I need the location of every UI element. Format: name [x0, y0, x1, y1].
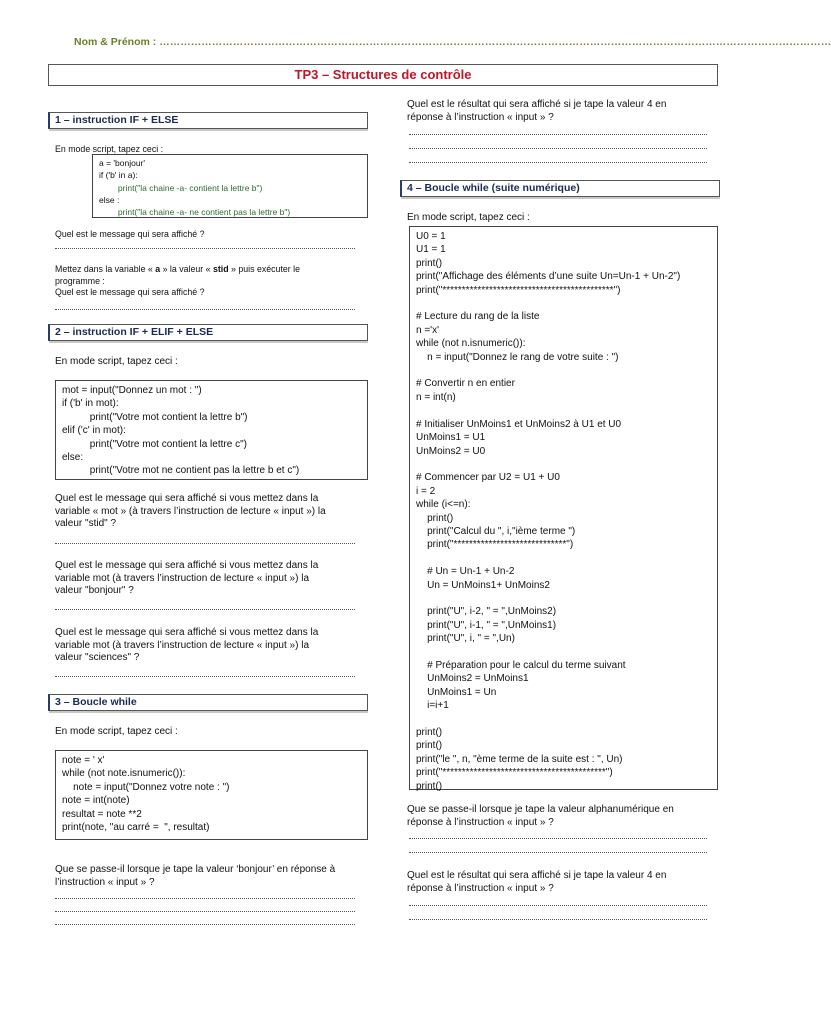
- code-line: print("Votre mot contient la lettre c"): [62, 438, 247, 450]
- answer-line[interactable]: [55, 676, 355, 677]
- answer-line[interactable]: [55, 898, 355, 899]
- answer-line[interactable]: [55, 543, 355, 544]
- code-line: print("Affichage des éléments d’une suite Un=Un-1 + Un-2"): [416, 271, 681, 283]
- name-label: Nom & Prénom :: [74, 36, 157, 48]
- code-line: UnMoins2 = UnMoins1: [416, 673, 529, 685]
- answer-line[interactable]: [55, 609, 355, 610]
- name-dots: …………………………………………………………………………………………………………………………………………………………………………: [159, 36, 831, 48]
- code-line: print("******************************************"): [416, 767, 613, 779]
- code-line: [416, 404, 711, 417]
- code-line: mot = input("Donnez un mot : "): [62, 385, 202, 396]
- code-line: note = input("Donnez votre note : "): [62, 781, 230, 793]
- answer-line[interactable]: [409, 919, 707, 920]
- code-line: while (not n.isnumeric()):: [416, 338, 526, 350]
- answer-line[interactable]: [55, 309, 355, 310]
- code-line: n ='x': [416, 324, 439, 336]
- code-line: print(): [416, 727, 443, 739]
- code-line: UnMoins2 = U0: [416, 445, 486, 457]
- answer-line[interactable]: [409, 852, 707, 853]
- answer-line[interactable]: [409, 162, 707, 163]
- code-line: U0 = 1: [416, 231, 446, 242]
- code-line: print("U", i-1, " = ",UnMoins1): [416, 619, 557, 631]
- code-line: i = 2: [416, 485, 436, 497]
- code-line: print("la chaine -a- ne contient pas la lettre b"): [99, 207, 291, 218]
- section-4-intro: En mode script, tapez ceci :: [407, 212, 530, 223]
- code-line: note = ' x': [62, 755, 105, 766]
- section-4-question-a: Que se passe-il lorsque je tape la valeur alphanumérique en réponse à l’instruction « input » ?: [407, 804, 674, 828]
- section-3-intro: En mode script, tapez ceci :: [55, 726, 178, 737]
- section-4-code-box: [409, 226, 718, 790]
- code-line: # Un = Un-1 + Un-2: [416, 566, 515, 578]
- section-1-question-2: Mettez dans la variable « a » la valeur « stid » puis exécuter le programme : Quel est le message qui sera affiché ?: [55, 264, 301, 297]
- section-2-question-b: Quel est le message qui sera affiché si vous mettez dans la variable mot (à travers l’instruction de lecture « input ») la valeur "bonjour" ?: [55, 560, 319, 596]
- section-1-code-box: [92, 154, 368, 218]
- code-line: # Lecture du rang de la liste: [416, 311, 540, 323]
- code-line: print(): [416, 257, 443, 269]
- section-2-intro: En mode script, tapez ceci :: [55, 356, 178, 367]
- section-3-heading: 3 – Boucle while: [48, 694, 368, 711]
- section-2-question-a: Quel est le message qui sera affiché si vous mettez dans la variable « mot » (à travers l’instruction de lecture « input ») la valeur "stid" ?: [55, 493, 326, 529]
- code-line: [416, 364, 711, 377]
- answer-line[interactable]: [55, 911, 355, 912]
- answer-line[interactable]: [55, 924, 355, 925]
- code-line: if ('b' in a):: [99, 170, 138, 181]
- code-line: print("le ", n, "ème terme de la suite est : ", Un): [416, 753, 623, 765]
- answer-line[interactable]: [55, 248, 355, 249]
- code-line: while (i<=n):: [416, 499, 471, 511]
- answer-line[interactable]: [409, 838, 707, 839]
- code-line: print("U", i, " = ",Un): [416, 633, 515, 645]
- section-2-question-c: Quel est le message qui sera affiché si vous mettez dans la variable mot (à travers l’instruction de lecture « input ») la valeur "sciences" ?: [55, 627, 319, 663]
- code-line: print("********************************************"): [416, 284, 621, 296]
- answer-line[interactable]: [409, 134, 707, 135]
- section-3-question: Que se passe-il lorsque je tape la valeur ‘bonjour’ en réponse à l’instruction « input » ?: [55, 864, 336, 888]
- section-2-heading: 2 – instruction IF + ELIF + ELSE: [48, 324, 368, 341]
- code-line: UnMoins1 = U1: [416, 432, 486, 444]
- code-line: [416, 458, 711, 471]
- section-2-code-box: [55, 380, 368, 480]
- page-title: TP3 – Structures de contrôle: [48, 64, 718, 86]
- name-field-line: [74, 36, 831, 48]
- code-line: print(): [416, 512, 454, 524]
- answer-line[interactable]: [409, 148, 707, 149]
- code-line: [416, 646, 711, 659]
- code-line: else :: [99, 194, 120, 205]
- code-line: print(): [416, 780, 443, 792]
- code-line: note = int(note): [62, 795, 130, 807]
- code-line: if ('b' in mot):: [62, 398, 119, 410]
- section-1-question-1: Quel est le message qui sera affiché ?: [55, 229, 205, 239]
- section-1-heading: 1 – instruction IF + ELSE: [48, 112, 368, 129]
- code-line: print("Calcul du ", i,"ième terme "): [416, 525, 576, 537]
- code-line: [416, 552, 711, 565]
- code-line: Un = UnMoins1+ UnMoins2: [416, 579, 550, 591]
- code-line: # Convertir n en entier: [416, 378, 515, 390]
- code-line: n = int(n): [416, 391, 456, 403]
- section-1-intro: En mode script, tapez ceci :: [55, 144, 164, 154]
- code-line: UnMoins1 = Un: [416, 686, 497, 698]
- code-line: print(): [416, 740, 443, 752]
- code-line: # Initialiser UnMoins1 et UnMoins2 à U1 et U0: [416, 418, 622, 430]
- code-line: print("*****************************"): [416, 539, 574, 551]
- section-4-question-b: Quel est le résultat qui sera affiché si je tape la valeur 4 en réponse à l’instruction « input » ?: [407, 870, 667, 894]
- code-line: print(note, "au carré = ", resultat): [62, 822, 210, 834]
- code-line: else:: [62, 452, 84, 464]
- code-line: [416, 713, 711, 726]
- code-line: print("Votre mot contient la lettre b"): [62, 411, 248, 423]
- code-line: print("U", i-2, " = ",UnMoins2): [416, 606, 557, 618]
- code-line: while (not note.isnumeric()):: [62, 768, 186, 780]
- right-top-question: Quel est le résultat qui sera affiché si je tape la valeur 4 en réponse à l’instruction « input » ?: [407, 99, 667, 123]
- code-line: elif ('c' in mot):: [62, 425, 126, 437]
- answer-line[interactable]: [409, 905, 707, 906]
- code-line: resultat = note **2: [62, 808, 142, 820]
- code-line: U1 = 1: [416, 244, 446, 256]
- section-4-heading: 4 – Boucle while (suite numérique): [400, 180, 720, 197]
- code-line: [416, 297, 711, 310]
- code-line: a = 'bonjour': [99, 158, 146, 168]
- code-line: # Commencer par U2 = U1 + U0: [416, 472, 560, 484]
- code-line: # Préparation pour le calcul du terme suivant: [416, 660, 626, 671]
- code-line: i=i+1: [416, 700, 449, 712]
- code-line: [416, 592, 711, 605]
- section-3-code-box: [55, 750, 368, 840]
- code-line: print("la chaine -a- contient la lettre b"): [99, 182, 263, 193]
- code-line: n = input("Donnez le rang de votre suite : "): [416, 351, 619, 363]
- code-line: print("Votre mot ne contient pas la lettre b et c"): [62, 465, 300, 477]
